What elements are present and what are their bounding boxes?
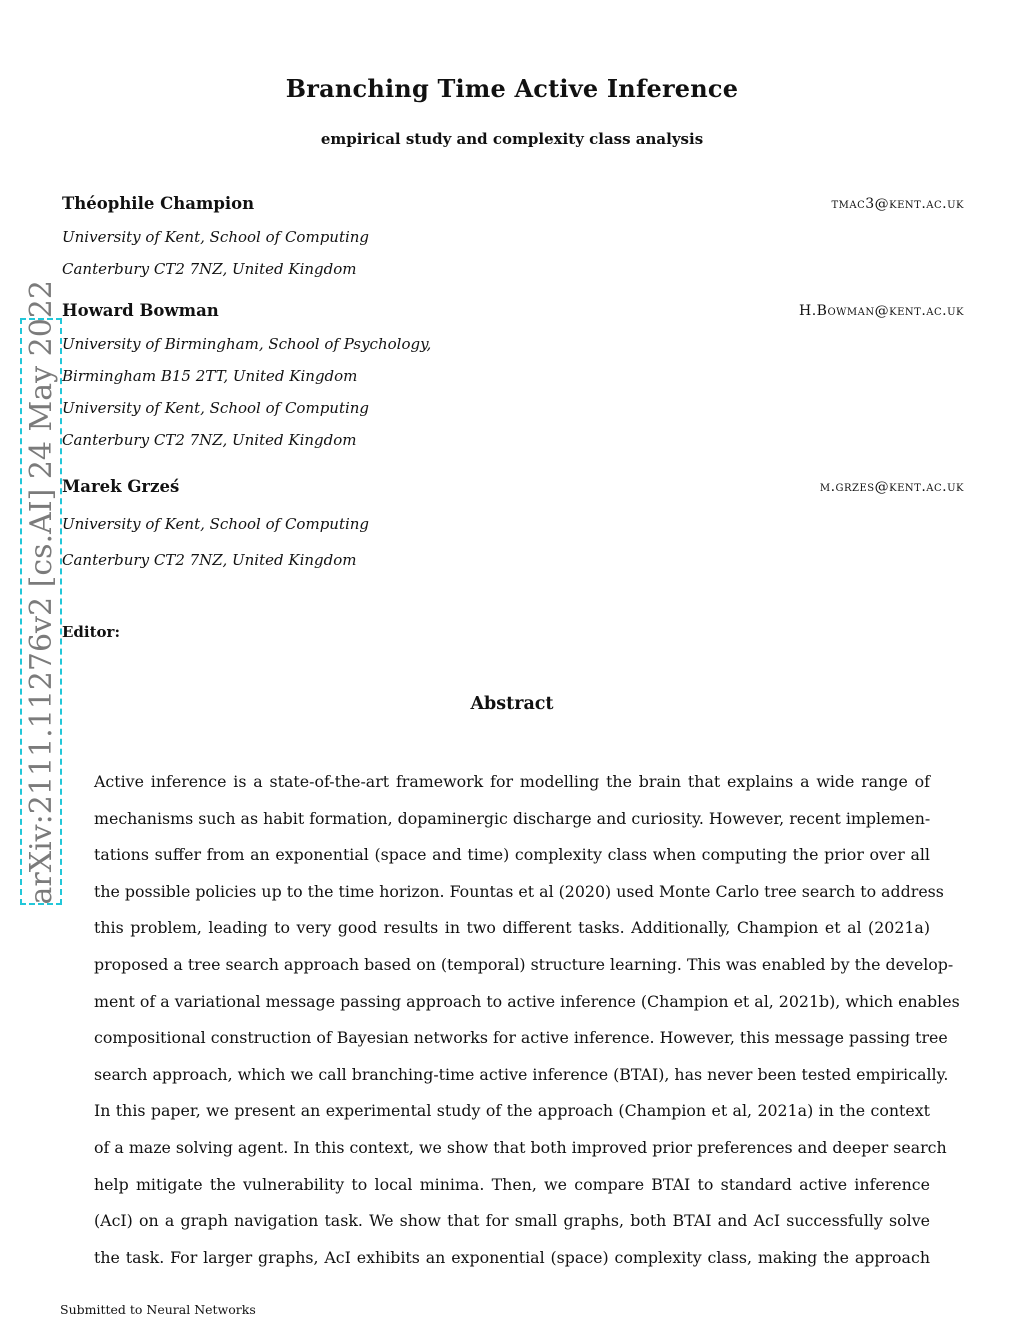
abstract-line: In this paper, we present an experimental study of the approach (Champion et al, 2021a) in the context [94, 1101, 930, 1121]
author-affiliation: Canterbury CT2 7NZ, United Kingdom [62, 260, 357, 278]
author-affiliation: University of Kent, School of Computing [62, 515, 370, 533]
abstract-line: proposed a tree search approach based on (temporal) structure learning. This was enabled by the develop- [94, 954, 954, 974]
abstract-line: (AcI) on a graph navigation task. We show that for small graphs, both BTAI and AcI successfully solve [94, 1211, 930, 1231]
abstract-body [94, 764, 960, 1276]
abstract-line: ment of a variational message passing approach to active inference (Champion et al, 2021b), which enables [94, 991, 960, 1011]
author-name: Théophile Champion [62, 194, 255, 213]
abstract-line: search approach, which we call branching-time active inference (BTAI), has never been tested empirically. [94, 1064, 949, 1084]
abstract-line: this problem, leading to very good results in two different tasks. Additionally, Champion et al (2021a) [94, 918, 930, 938]
abstract-line: the possible policies up to the time horizon. Fountas et al (2020) used Monte Carlo tree search to address [94, 881, 944, 901]
editor-label: Editor: [62, 623, 120, 641]
author-affiliation: University of Kent, School of Computing [62, 399, 370, 417]
arxiv-stamp[interactable]: arXiv:2111.11276v2 [cs.AI] 24 May 2022 [24, 280, 59, 905]
author-email: H.Bowman@kent.ac.uk [799, 303, 964, 319]
abstract-line: Active inference is a state-of-the-art framework for modelling the brain that explains a wide range of [94, 772, 930, 791]
author-email: m.grzes@kent.ac.uk [819, 479, 964, 495]
abstract-line: compositional construction of Bayesian networks for active inference. However, this message passing tree [94, 1028, 948, 1048]
paper-title: Branching Time Active Inference [285, 74, 739, 103]
footer-note: Submitted to Neural Networks [60, 1302, 256, 1317]
abstract-line: of a maze solving agent. In this context, we show that both improved prior preferences and deeper search [94, 1137, 947, 1157]
author-affiliation: University of Kent, School of Computing [62, 228, 370, 246]
author-affiliation: Canterbury CT2 7NZ, United Kingdom [62, 551, 357, 569]
author-name: Howard Bowman [62, 301, 219, 320]
abstract-line: mechanisms such as habit formation, dopaminergic discharge and curiosity. However, recent implemen- [94, 808, 931, 828]
paper-subtitle: empirical study and complexity class analysis [320, 130, 704, 148]
abstract-line: help mitigate the vulnerability to local minima. Then, we compare BTAI to standard active inference [94, 1174, 930, 1194]
author-affiliation: Birmingham B15 2TT, United Kingdom [62, 367, 358, 385]
author-email: tmac3@kent.ac.uk [831, 196, 964, 212]
author-affiliation: University of Birmingham, School of Psychology, [62, 335, 432, 353]
abstract-heading: Abstract [470, 694, 554, 714]
abstract-line: the task. For larger graphs, AcI exhibits an exponential (space) complexity class, making the approach [94, 1247, 930, 1267]
abstract-line: tations suffer from an exponential (space and time) complexity class when computing the prior over all [94, 845, 930, 865]
author-name: Marek Grześ [62, 477, 180, 496]
author-affiliation: Canterbury CT2 7NZ, United Kingdom [62, 431, 357, 449]
